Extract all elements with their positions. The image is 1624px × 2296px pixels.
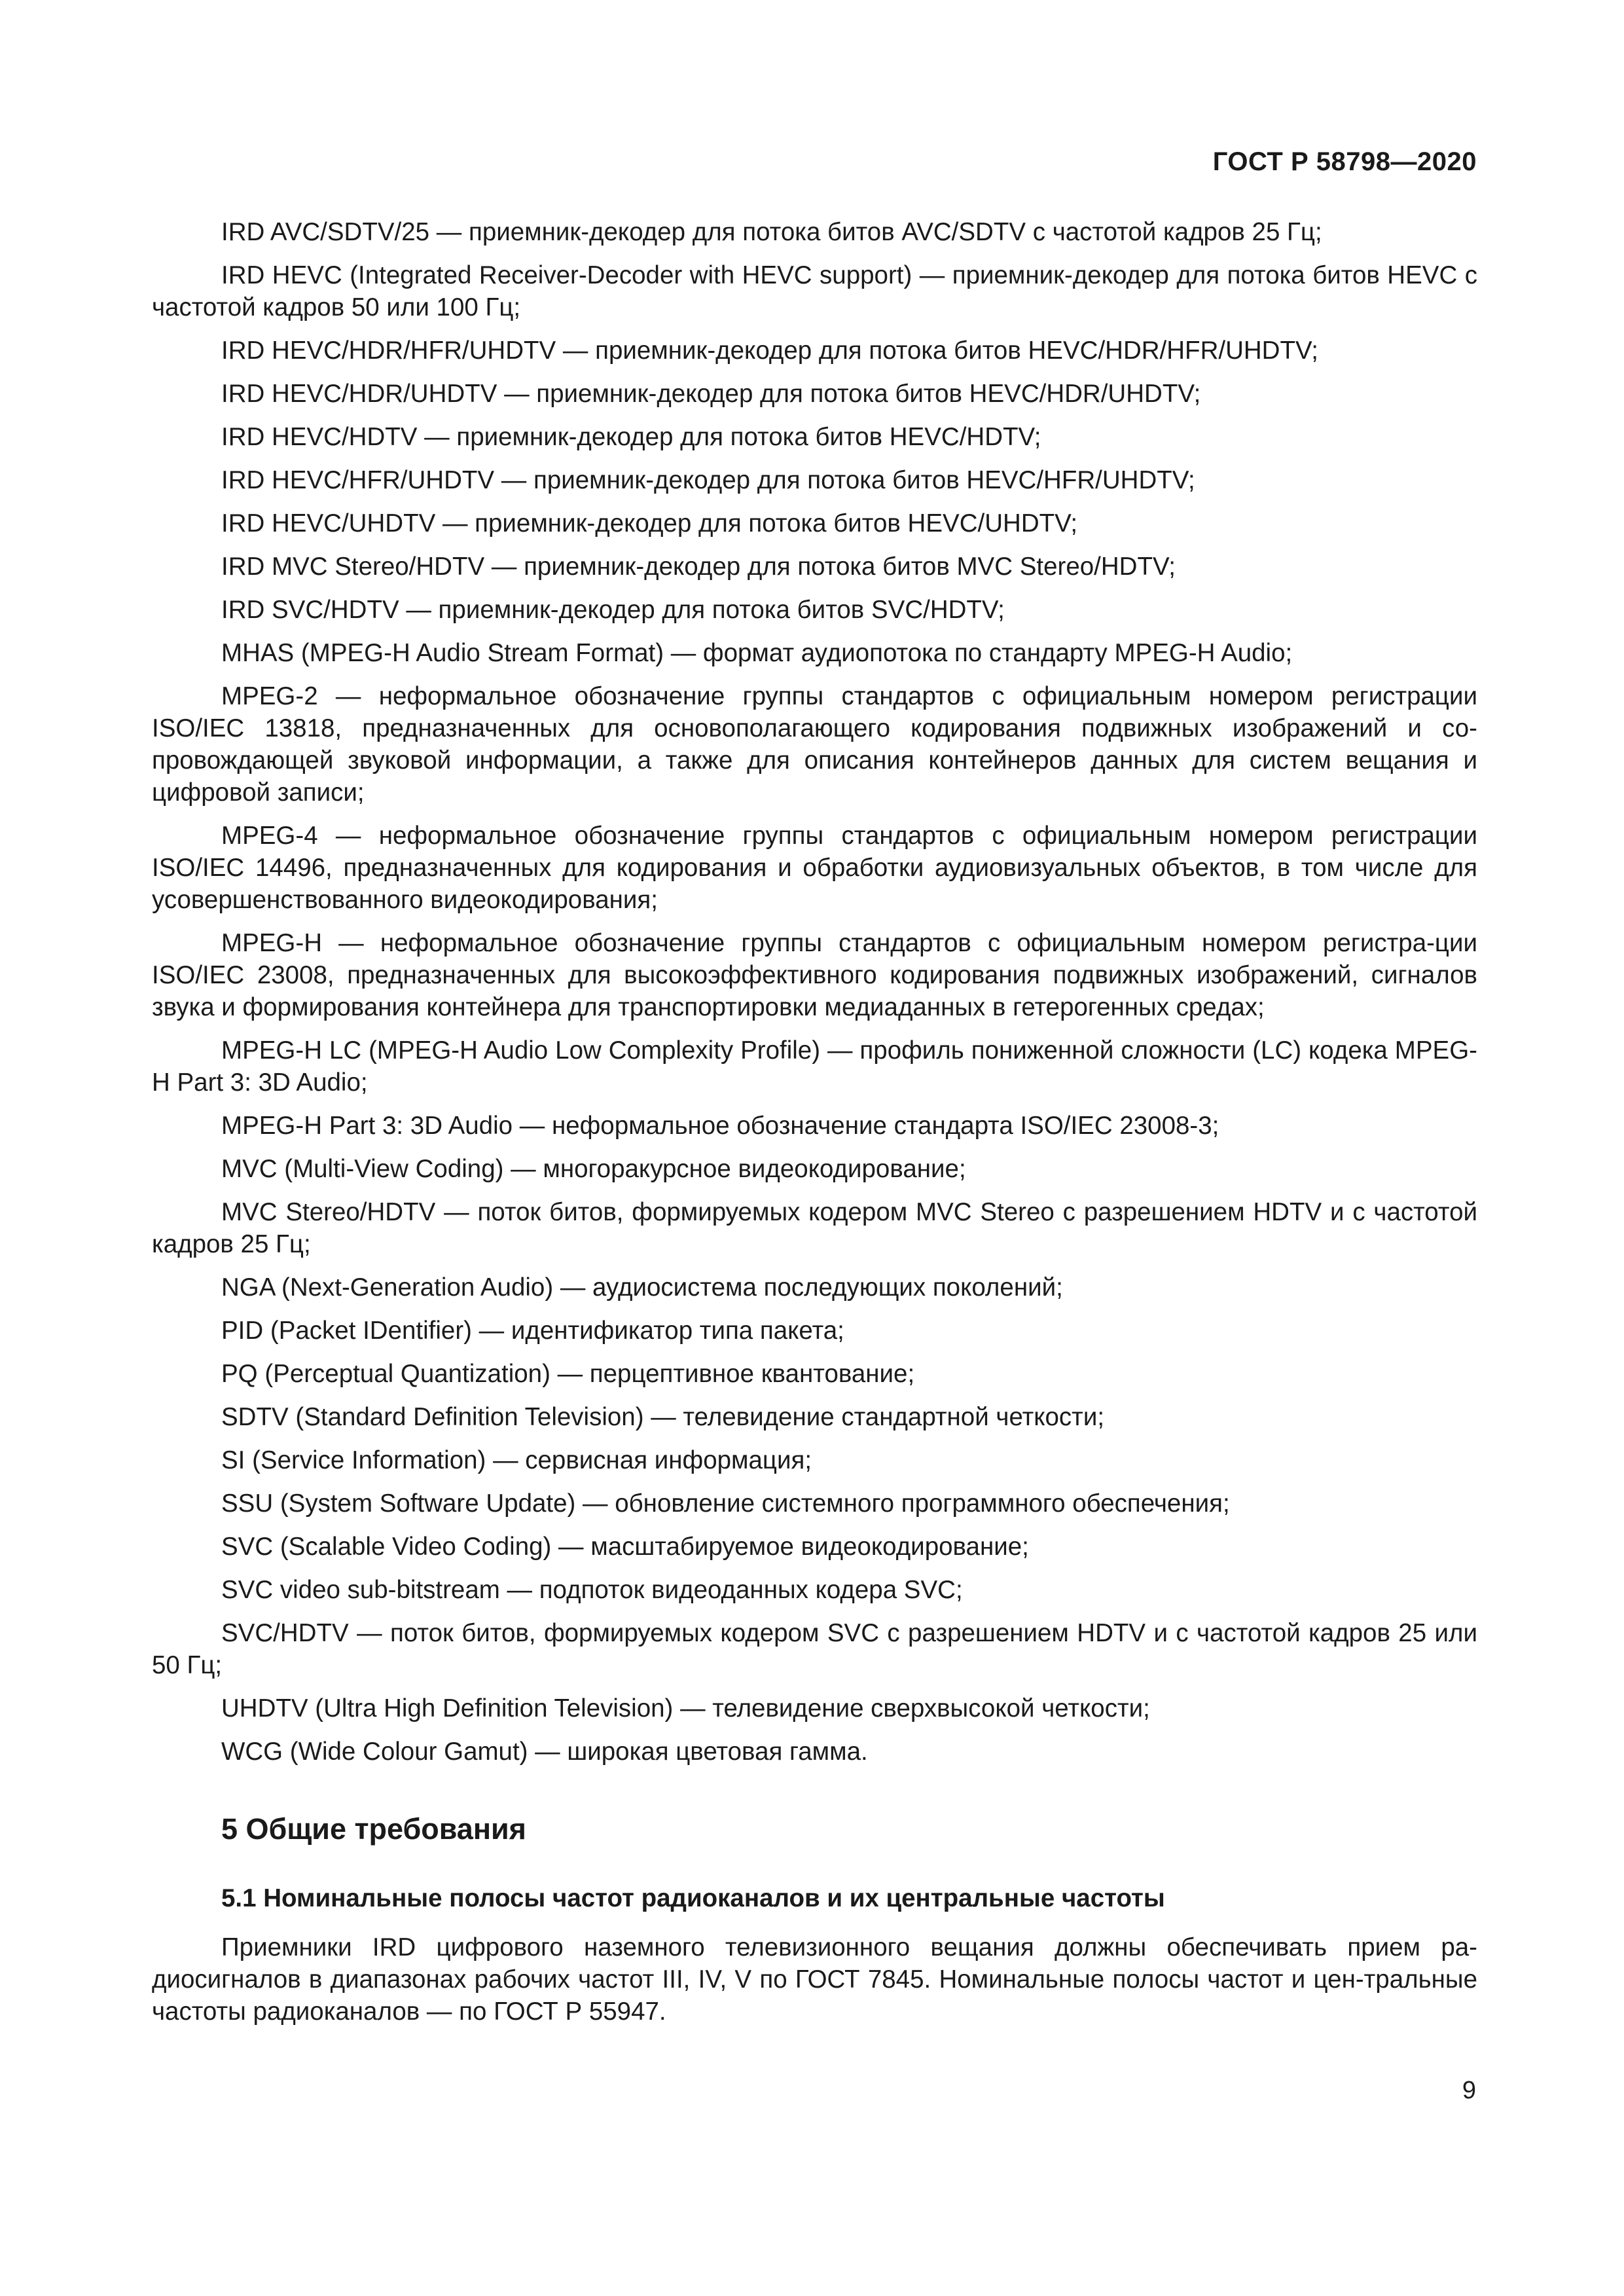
definition-item: WCG (Wide Colour Gamut) — широкая цветовая гамма. <box>221 1738 868 1766</box>
definition-item: MVC Stereo/HDTV — поток битов, формируемых кодером MVC Stereo с разрешением HDTV и с частотой кадров 25 Гц; <box>152 1198 1477 1258</box>
definition-item: MHAS (MPEG-H Audio Stream Format) — формат аудиопотока по стандарту MPEG-H Audio; <box>221 639 1293 667</box>
definition-item: SVC video sub-bitstream — подпоток видеоданных кодера SVC; <box>221 1576 963 1604</box>
definition-item: SI (Service Information) — сервисная информация; <box>221 1446 812 1474</box>
definition-item: MPEG-H — неформальное обозначение группы стандартов с официальным номером регистра-ции ISO/IEC 23008, предназначенных для высокоэффективного кодирования подвижных изображений, сигналов звука и формирования контейнера для транспортировки медиаданных в гетерогенных средах; <box>152 929 1477 1021</box>
definition-item: IRD MVC Stereo/HDTV — приемник-декодер для потока битов MVC Stereo/HDTV; <box>221 553 1176 581</box>
definition-item: IRD SVC/HDTV — приемник-декодер для потока битов SVC/HDTV; <box>221 596 1005 624</box>
section-paragraph: Приемники IRD цифрового наземного телевизионного вещания должны обеспечивать прием ра-диосигналов в диапазонах рабочих частот III, IV, V по ГОСТ 7845. Номинальные полосы частот и цен-тральные частоты радиоканалов — по ГОСТ Р 55947. <box>152 1933 1477 2026</box>
section-heading: 5 Общие требования <box>221 1812 526 1846</box>
definition-item: IRD AVC/SDTV/25 — приемник-декодер для потока битов AVC/SDTV с частотой кадров 25 Гц; <box>221 218 1322 246</box>
definition-item: IRD HEVC/HDR/UHDTV — приемник-декодер для потока битов HEVC/HDR/UHDTV; <box>221 380 1201 408</box>
definition-item: PID (Packet IDentifier) — идентификатор типа пакета; <box>221 1317 844 1345</box>
definition-item: SSU (System Software Update) — обновление системного программного обеспечения; <box>221 1489 1230 1518</box>
definition-item: UHDTV (Ultra High Definition Television) — телевидение сверхвысокой четкости; <box>221 1694 1150 1722</box>
definition-item: IRD HEVC/HFR/UHDTV — приемник-декодер для потока битов HEVC/HFR/UHDTV; <box>221 466 1195 494</box>
definition-item: IRD HEVC (Integrated Receiver-Decoder with HEVC support) — приемник-декодер для потока битов HEVC с частотой кадров 50 или 100 Гц; <box>152 261 1477 321</box>
definition-item: IRD HEVC/HDR/HFR/UHDTV — приемник-декодер для потока битов HEVC/HDR/HFR/UHDTV; <box>221 337 1318 365</box>
definitions-list <box>152 216 1477 1779</box>
definition-item: NGA (Next-Generation Audio) — аудиосистема последующих поколений; <box>221 1273 1063 1302</box>
page-number: 9 <box>1462 2077 1476 2104</box>
definition-item: SVC (Scalable Video Coding) — масштабируемое видеокодирование; <box>221 1533 1029 1561</box>
document-header-id: ГОСТ Р 58798—2020 <box>1212 147 1477 176</box>
subsection-heading: 5.1 Номинальные полосы частот радиоканалов и их центральные частоты <box>221 1884 1165 1912</box>
definition-item: MPEG-4 — неформальное обозначение группы стандартов с официальным номером регистрации ISO/IEC 14496, предназначенных для кодирования и обработки аудиовизуальных объектов, в том числе для усовершенствованного видеокодирования; <box>152 822 1477 914</box>
definition-item: MVC (Multi-View Coding) — многоракурсное видеокодирование; <box>221 1155 966 1183</box>
definition-item: MPEG-H Part 3: 3D Audio — неформальное обозначение стандарта ISO/IEC 23008-3; <box>221 1112 1219 1140</box>
definition-item: MPEG-2 — неформальное обозначение группы стандартов с официальным номером регистрации ISO/IEC 13818, предназначенных для основополагающего кодирования подвижных изображений и со-провождающей звуковой информации, а также для описания контейнеров данных для систем вещания и цифровой записи; <box>152 682 1477 807</box>
definition-item: IRD HEVC/HDTV — приемник-декодер для потока битов HEVC/HDTV; <box>221 423 1041 451</box>
definition-item: MPEG-H LC (MPEG-H Audio Low Complexity Profile) — профиль пониженной сложности (LC) кодека MPEG-H Part 3: 3D Audio; <box>152 1036 1477 1097</box>
definition-item: IRD HEVC/UHDTV — приемник-декодер для потока битов HEVC/UHDTV; <box>221 509 1078 538</box>
definition-item: SDTV (Standard Definition Television) — телевидение стандартной четкости; <box>221 1403 1105 1431</box>
definition-item: PQ (Perceptual Quantization) — перцептивное квантование; <box>221 1360 915 1388</box>
definition-item: SVC/HDTV — поток битов, формируемых кодером SVC с разрешением HDTV и с частотой кадров 25 или 50 Гц; <box>152 1619 1477 1679</box>
